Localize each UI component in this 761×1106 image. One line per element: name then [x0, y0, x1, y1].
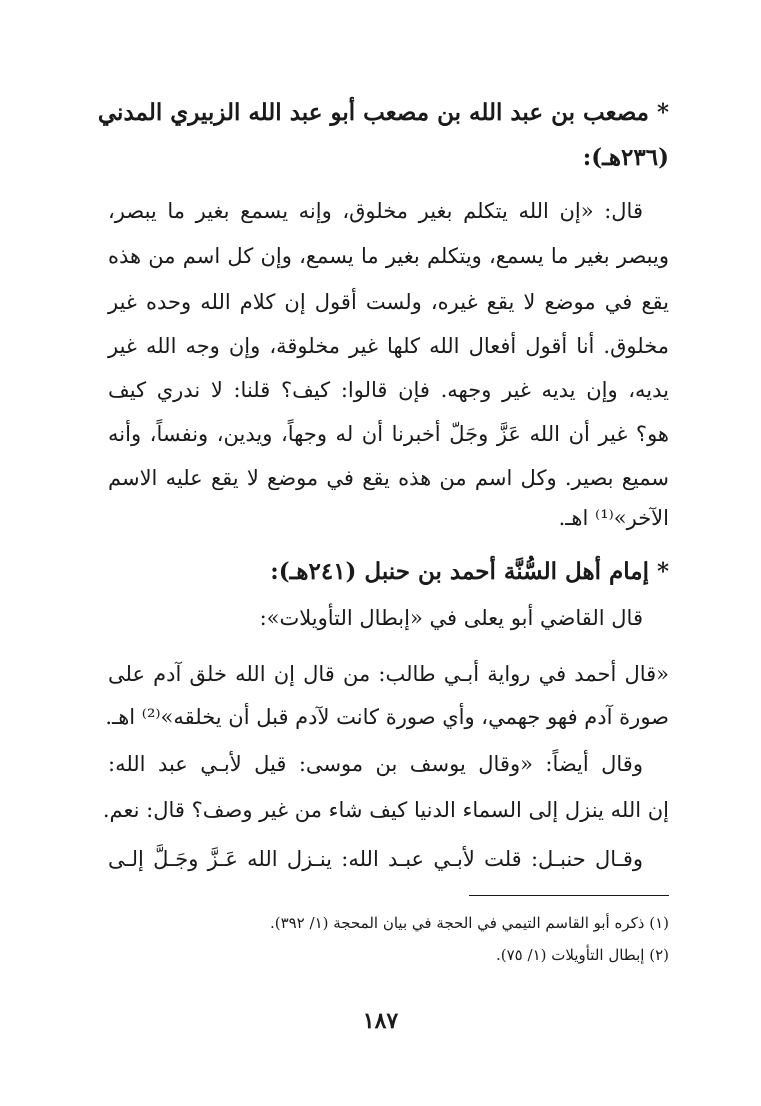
body-line: ويبصر بغير ما يسمع، ويتكلم بغير ما يسمع، وإن كل اسم من هذه	[108, 244, 669, 268]
section-heading-continued: (٢٣٦هـ):	[582, 144, 669, 171]
body-line: يقع في موضع لا يقع غيره، ولست أقول إن كلام الله وحده غير	[108, 290, 669, 314]
body-line: قال: «إن الله يتكلم بغير مخلوق، وإنه يسمع بغير ما يبصر،	[108, 199, 643, 223]
page-number: ١٨٧	[362, 1008, 399, 1034]
footnote: (٢) إبطال التأويلات (١/ ٧٥).	[495, 946, 669, 964]
body-line: يديه، وإن يديه غير وجهه. فإن قالوا: كيف؟ قلنا: لا ندري كيف	[108, 378, 669, 402]
body-line: صورة آدم فهو جهمي، وأي صورة كانت لآدم قبل أن يخلقه»⁽²⁾ اهـ.	[105, 705, 669, 729]
body-line: إن الله ينزل إلى السماء الدنيا كيف شاء من غير وصف؟ قال: نعم.	[102, 798, 669, 822]
body-line: سميع بصير. وكل اسم من هذه يقع في موضع لا يقع عليه الاسم	[108, 466, 669, 490]
footnote-separator	[469, 895, 669, 896]
body-line: وقـال حنبـل: قلت لأبـي عبـد الله: ينـزل الله عَـزَّ وجَـلَّ إلـى	[108, 847, 643, 871]
section-heading: * إمام أهل السُّنَّة أحمد بن حنبل (٢٤١هـ):	[270, 558, 669, 585]
footnote: (١) ذكره أبو القاسم التيمي في الحجة في بيان المحجة (١/ ٣٩٢).	[269, 914, 669, 932]
body-line: هو؟ غير أن الله عَزَّ وجَلّ أخبرنا أن له وجهاً، ويدين، ونفساً، وأنه	[108, 422, 669, 446]
body-line: وقال أيضاً: «وقال يوسف بن موسى: قيل لأبـي عبد الله:	[108, 752, 643, 776]
body-line: «قال أحمد في رواية أبـي طالب: من قال إن الله خلق آدم على	[108, 662, 669, 686]
body-line: قال القاضي أبو يعلى في «إبطال التأويلات»:	[259, 606, 643, 630]
body-line: مخلوق. أنا أقول أفعال الله كلها غير مخلوقة، وإن وجه الله غير	[108, 334, 669, 358]
body-line: الآخر»⁽¹⁾ اهـ.	[558, 506, 669, 530]
section-heading: * مصعب بن عبد الله بن مصعب أبو عبد الله الزبيري المدني	[97, 99, 669, 126]
